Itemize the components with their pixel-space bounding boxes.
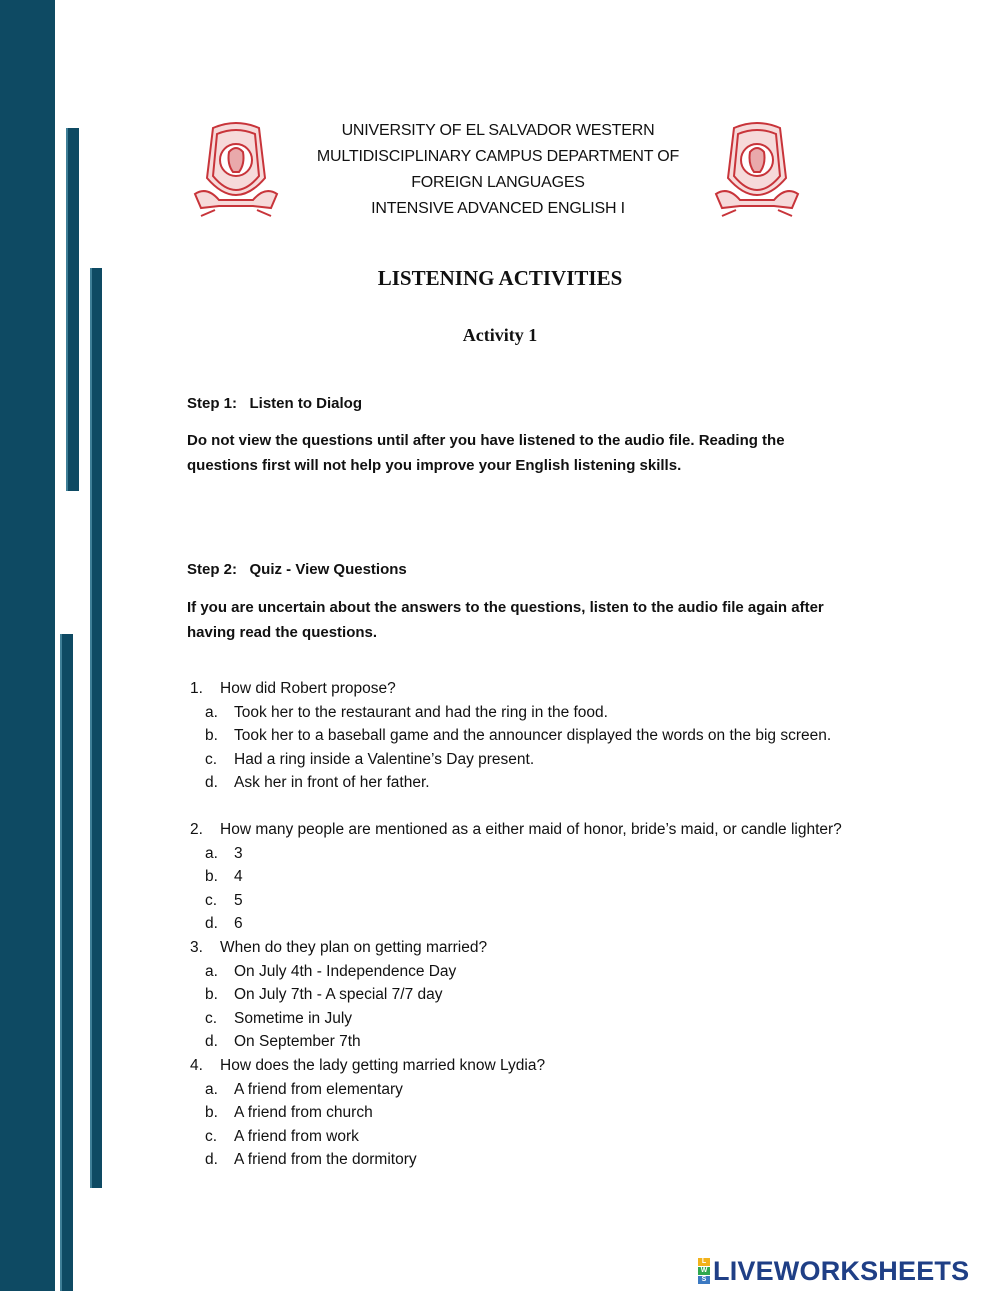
option-text: 3 [234, 844, 243, 862]
decorative-bar [66, 128, 79, 491]
question-1 [190, 677, 890, 795]
option-letter: b. [205, 727, 218, 745]
university-seal-icon [714, 120, 800, 222]
answer-option [190, 1007, 890, 1031]
step1-title: Step 1: Listen to Dialog [187, 395, 363, 412]
option-text: A friend from elementary [234, 1080, 403, 1098]
header-line: MULTIDISCIPLINARY CAMPUS DEPARTMENT OF [316, 148, 680, 165]
option-letter: a. [205, 703, 218, 721]
logo-block: W [698, 1267, 710, 1275]
logo-block: S [698, 1276, 710, 1284]
decorative-bar [90, 268, 102, 1188]
question-2 [190, 818, 890, 936]
option-text: On September 7th [234, 1033, 361, 1051]
answer-option [190, 842, 890, 866]
question-number: 4. [190, 1056, 203, 1074]
answer-option [190, 889, 890, 913]
option-letter: a. [205, 1080, 218, 1098]
question-number: 3. [190, 938, 203, 956]
question-text: How does the lady getting married know Lydia? [220, 1056, 546, 1074]
answer-option [190, 701, 890, 725]
option-letter: c. [205, 750, 218, 768]
page-title: LISTENING ACTIVITIES [377, 266, 623, 290]
left-decorative-band [0, 0, 55, 1291]
header-line: INTENSIVE ADVANCED ENGLISH I [371, 200, 625, 217]
answer-option [190, 865, 890, 889]
option-text: Sometime in July [234, 1009, 353, 1027]
logo-block: L [698, 1258, 710, 1266]
question-number: 1. [190, 680, 203, 697]
logo-text: LIVEWORKSHEETS [713, 1255, 970, 1286]
option-letter: b. [205, 1104, 218, 1122]
option-text: A friend from the dormitory [234, 1151, 417, 1169]
step1-instructions: Do not view the questions until after you have listened to the audio file. Reading the questions first will not help you improve your English listening skills. [187, 432, 785, 474]
option-text: A friend from church [234, 1104, 373, 1122]
option-letter: d. [205, 1033, 218, 1051]
question-text: How did Robert propose? [220, 680, 396, 697]
option-letter: d. [205, 915, 218, 933]
option-text: Took her to the restaurant and had the ring in the food. [234, 703, 608, 721]
answer-option [190, 960, 890, 984]
option-letter: d. [205, 1151, 218, 1169]
option-text: A friend from work [234, 1127, 359, 1145]
option-letter: a. [205, 844, 218, 862]
question-text: How many people are mentioned as a either maid of honor, bride’s maid, or candle lighter? [220, 820, 842, 838]
answer-option [190, 1101, 890, 1125]
option-letter: c. [205, 1127, 218, 1145]
option-letter: b. [205, 986, 218, 1004]
answer-option [190, 1148, 890, 1172]
option-letter: c. [205, 891, 218, 909]
option-letter: d. [205, 774, 218, 792]
answer-option [190, 771, 890, 795]
question-text: When do they plan on getting married? [220, 938, 488, 956]
activity-subtitle: Activity 1 [462, 325, 538, 345]
question-number: 2. [190, 820, 203, 838]
header-line: UNIVERSITY OF EL SALVADOR WESTERN [341, 122, 655, 139]
answer-option [190, 983, 890, 1007]
answer-option [190, 1125, 890, 1149]
logo-blocks-icon [698, 1258, 710, 1284]
option-letter: c. [205, 1009, 218, 1027]
step2-title: Step 2: Quiz - View Questions [187, 561, 407, 578]
answer-option [190, 748, 890, 772]
option-text: 6 [234, 915, 243, 933]
answer-option [190, 912, 890, 936]
liveworksheets-logo[interactable] [698, 1256, 969, 1286]
question-3 [190, 936, 890, 1054]
option-letter: b. [205, 868, 218, 886]
step2-instructions: If you are uncertain about the answers to the questions, listen to the audio file again after having read the questions. [187, 599, 824, 641]
option-text: 5 [234, 891, 243, 909]
option-letter: a. [205, 962, 218, 980]
university-seal-icon [193, 120, 279, 222]
header-line: FOREIGN LANGUAGES [411, 174, 585, 191]
university-header [290, 118, 706, 222]
question-list [190, 677, 890, 1172]
option-text: Ask her in front of her father. [234, 774, 430, 792]
option-text: 4 [234, 868, 243, 886]
answer-option [190, 724, 890, 748]
answer-option [190, 1030, 890, 1054]
option-text: Took her to a baseball game and the announcer displayed the words on the big screen. [234, 727, 832, 745]
option-text: On July 4th - Independence Day [234, 962, 457, 980]
answer-option [190, 1078, 890, 1102]
question-4 [190, 1054, 890, 1172]
option-text: On July 7th - A special 7/7 day [234, 986, 443, 1004]
option-text: Had a ring inside a Valentine’s Day present. [234, 750, 535, 768]
decorative-bar [60, 634, 73, 1291]
